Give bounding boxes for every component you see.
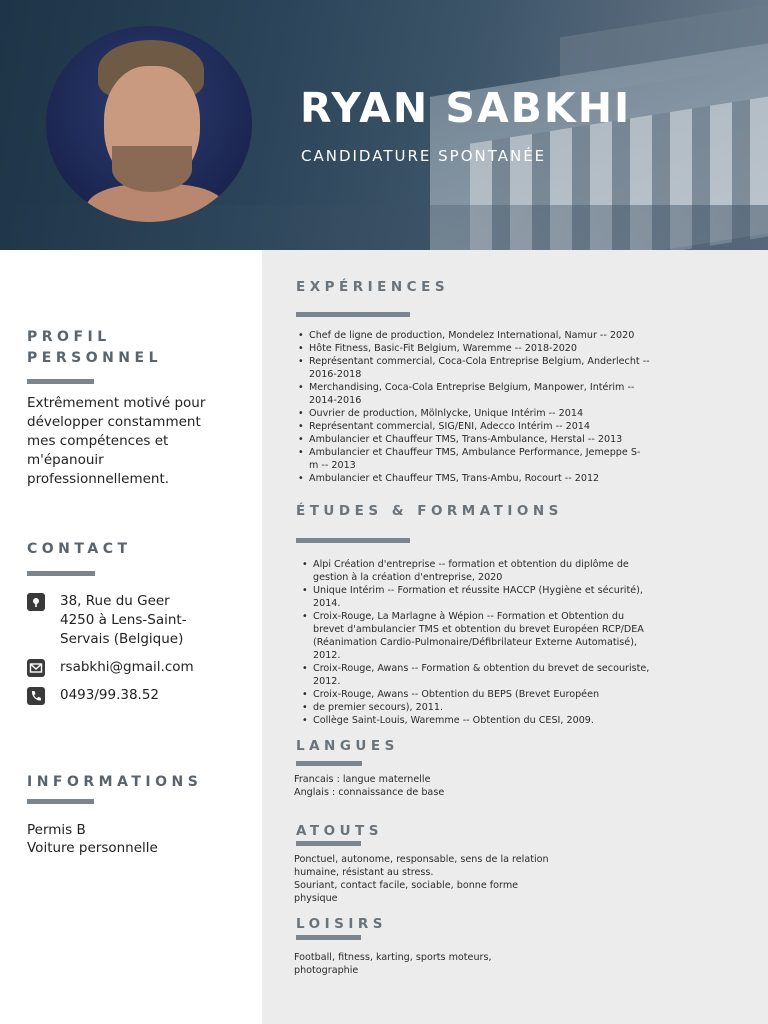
profil-line: m'épanouir	[27, 452, 104, 468]
list-item-text: gestion à la création d'entreprise, 2020	[313, 572, 503, 583]
list-item	[296, 329, 686, 342]
list-item-text: m -- 2013	[309, 460, 356, 471]
list-item-text: • Hôte Fitness, Basic-Fit Belgium, Waremme -- 2018-2020	[309, 343, 578, 354]
list-item	[300, 701, 680, 714]
loisirs-divider	[296, 935, 361, 940]
informations-title: INFORMATIONS	[27, 774, 203, 790]
candidate-subtitle: CANDIDATURE SPONTANÉE	[301, 147, 547, 165]
list-item-text: • Collège Saint-Louis, Waremme -- Obtention du CESI, 2009.	[313, 715, 594, 726]
email-link[interactable]: rsabkhi@gmail.com	[60, 659, 194, 675]
envelope-icon	[27, 659, 45, 677]
list-item-text: 2014.	[313, 598, 341, 609]
etudes-list	[300, 558, 680, 727]
phone-icon	[27, 687, 45, 705]
loisirs-title: LOISIRS	[296, 916, 387, 932]
profil-text	[27, 394, 247, 489]
list-item-text: • Merchandising, Coca-Cola Entreprise Belgium, Manpower, Intérim --	[309, 382, 635, 393]
profil-divider	[27, 379, 94, 384]
list-item-text: • Croix-Rouge, Awans -- Formation & obtention du brevet de secouriste,	[313, 663, 650, 674]
atouts-title: ATOUTS	[296, 823, 383, 839]
etudes-divider	[296, 538, 410, 543]
list-item	[296, 381, 686, 407]
list-item-text: • Ambulancier et Chauffeur TMS, Trans-Ambulance, Herstal -- 2013	[309, 434, 623, 445]
location-pin-icon	[27, 593, 45, 611]
list-item-text: 2014-2016	[309, 395, 362, 406]
etudes-title: ÉTUDES & FORMATIONS	[296, 503, 563, 519]
langues-line: Anglais : connaissance de base	[294, 787, 445, 798]
list-item	[300, 662, 680, 688]
address-line: 4250 à Lens-Saint-	[60, 612, 187, 628]
address-line: Servais (Belgique)	[60, 631, 184, 647]
candidate-name: RYAN SABKHI	[300, 84, 632, 132]
informations-line: Permis B	[27, 822, 86, 838]
list-item	[300, 714, 680, 727]
photo-beard	[112, 146, 192, 192]
contact-phone	[27, 686, 159, 705]
experiences-list	[296, 329, 686, 485]
list-item-text: • Unique Intérim -- Formation et réussite HACCP (Hygiène et sécurité),	[313, 585, 643, 596]
contact-email	[27, 658, 194, 677]
langues-line: Francais : langue maternelle	[294, 774, 431, 785]
list-item	[300, 688, 680, 701]
list-item	[296, 407, 686, 420]
profil-line: développer constamment	[27, 414, 201, 430]
list-item-text: • de premier secours), 2011.	[313, 702, 444, 713]
address-line: 38, Rue du Geer	[60, 593, 170, 609]
profil-title-line1: PROFIL	[27, 329, 111, 345]
profil-line: Extrêmement motivé pour	[27, 395, 206, 411]
address-text	[60, 592, 187, 649]
list-item-text: (Réanimation Cardio-Pulmonaire/Défibrilateur Externe Automatisé),	[313, 637, 637, 648]
list-item	[300, 584, 680, 610]
list-item-text: 2012.	[313, 650, 341, 661]
list-item	[296, 446, 686, 472]
header-banner	[0, 0, 768, 250]
list-item	[296, 342, 686, 355]
list-item-text: • Chef de ligne de production, Mondelez International, Namur -- 2020	[309, 330, 635, 341]
experiences-divider	[296, 312, 410, 317]
profil-line: mes compétences et	[27, 433, 169, 449]
list-item-text: • Croix-Rouge, La Marlagne à Wépion -- Formation et Obtention du	[313, 611, 625, 622]
list-item-text: • Ambulancier et Chauffeur TMS, Trans-Ambu, Rocourt -- 2012	[309, 473, 600, 484]
informations-text	[27, 821, 247, 857]
loisirs-line: photographie	[294, 965, 359, 976]
list-item	[296, 355, 686, 381]
list-item	[296, 472, 686, 485]
list-item-text: 2012.	[313, 676, 341, 687]
langues-title: LANGUES	[296, 738, 399, 754]
list-item-text: 2016-2018	[309, 369, 362, 380]
langues-divider	[296, 761, 362, 766]
contact-title: CONTACT	[27, 541, 132, 557]
loisirs-line: Football, fitness, karting, sports moteurs,	[294, 952, 492, 963]
contact-address	[27, 592, 187, 649]
informations-divider	[27, 799, 94, 804]
atouts-line: physique	[294, 893, 338, 904]
atouts-divider	[296, 841, 361, 846]
phone-text: 0493/99.38.52	[60, 687, 160, 703]
profile-photo	[46, 26, 252, 222]
loisirs-text	[294, 951, 594, 977]
list-item	[300, 610, 680, 662]
profil-title	[27, 327, 162, 369]
langues-text	[294, 773, 444, 799]
experiences-title: EXPÉRIENCES	[296, 279, 450, 295]
list-item-text: • Ambulancier et Chauffeur TMS, Ambulance Performance, Jemeppe S-	[309, 447, 641, 458]
list-item	[296, 433, 686, 446]
atouts-line: humaine, résistant au stress.	[294, 867, 434, 878]
list-item	[300, 558, 680, 584]
list-item-text: • Alpi Création d'entreprise -- formation et obtention du diplôme de	[313, 559, 629, 570]
profil-line: professionnellement.	[27, 471, 170, 487]
atouts-text	[294, 853, 594, 905]
list-item-text: • Représentant commercial, Coca-Cola Entreprise Belgium, Anderlecht --	[309, 356, 650, 367]
atouts-line: Souriant, contact facile, sociable, bonne forme	[294, 880, 519, 891]
list-item-text: • Représentant commercial, SIG/ENI, Adecco Intérim -- 2014	[309, 421, 591, 432]
list-item	[296, 420, 686, 433]
list-item-text: • Croix-Rouge, Awans -- Obtention du BEPS (Brevet Européen	[313, 689, 600, 700]
list-item-text: • Ouvrier de production, Mölnlycke, Unique Intérim -- 2014	[309, 408, 584, 419]
list-item-text: brevet d'ambulancier TMS et obtention du brevet Européen RCP/DEA	[313, 624, 644, 635]
contact-divider	[27, 571, 95, 576]
informations-line: Voiture personnelle	[27, 840, 158, 856]
atouts-line: Ponctuel, autonome, responsable, sens de la relation	[294, 854, 549, 865]
profil-title-line2: PERSONNEL	[27, 350, 163, 366]
